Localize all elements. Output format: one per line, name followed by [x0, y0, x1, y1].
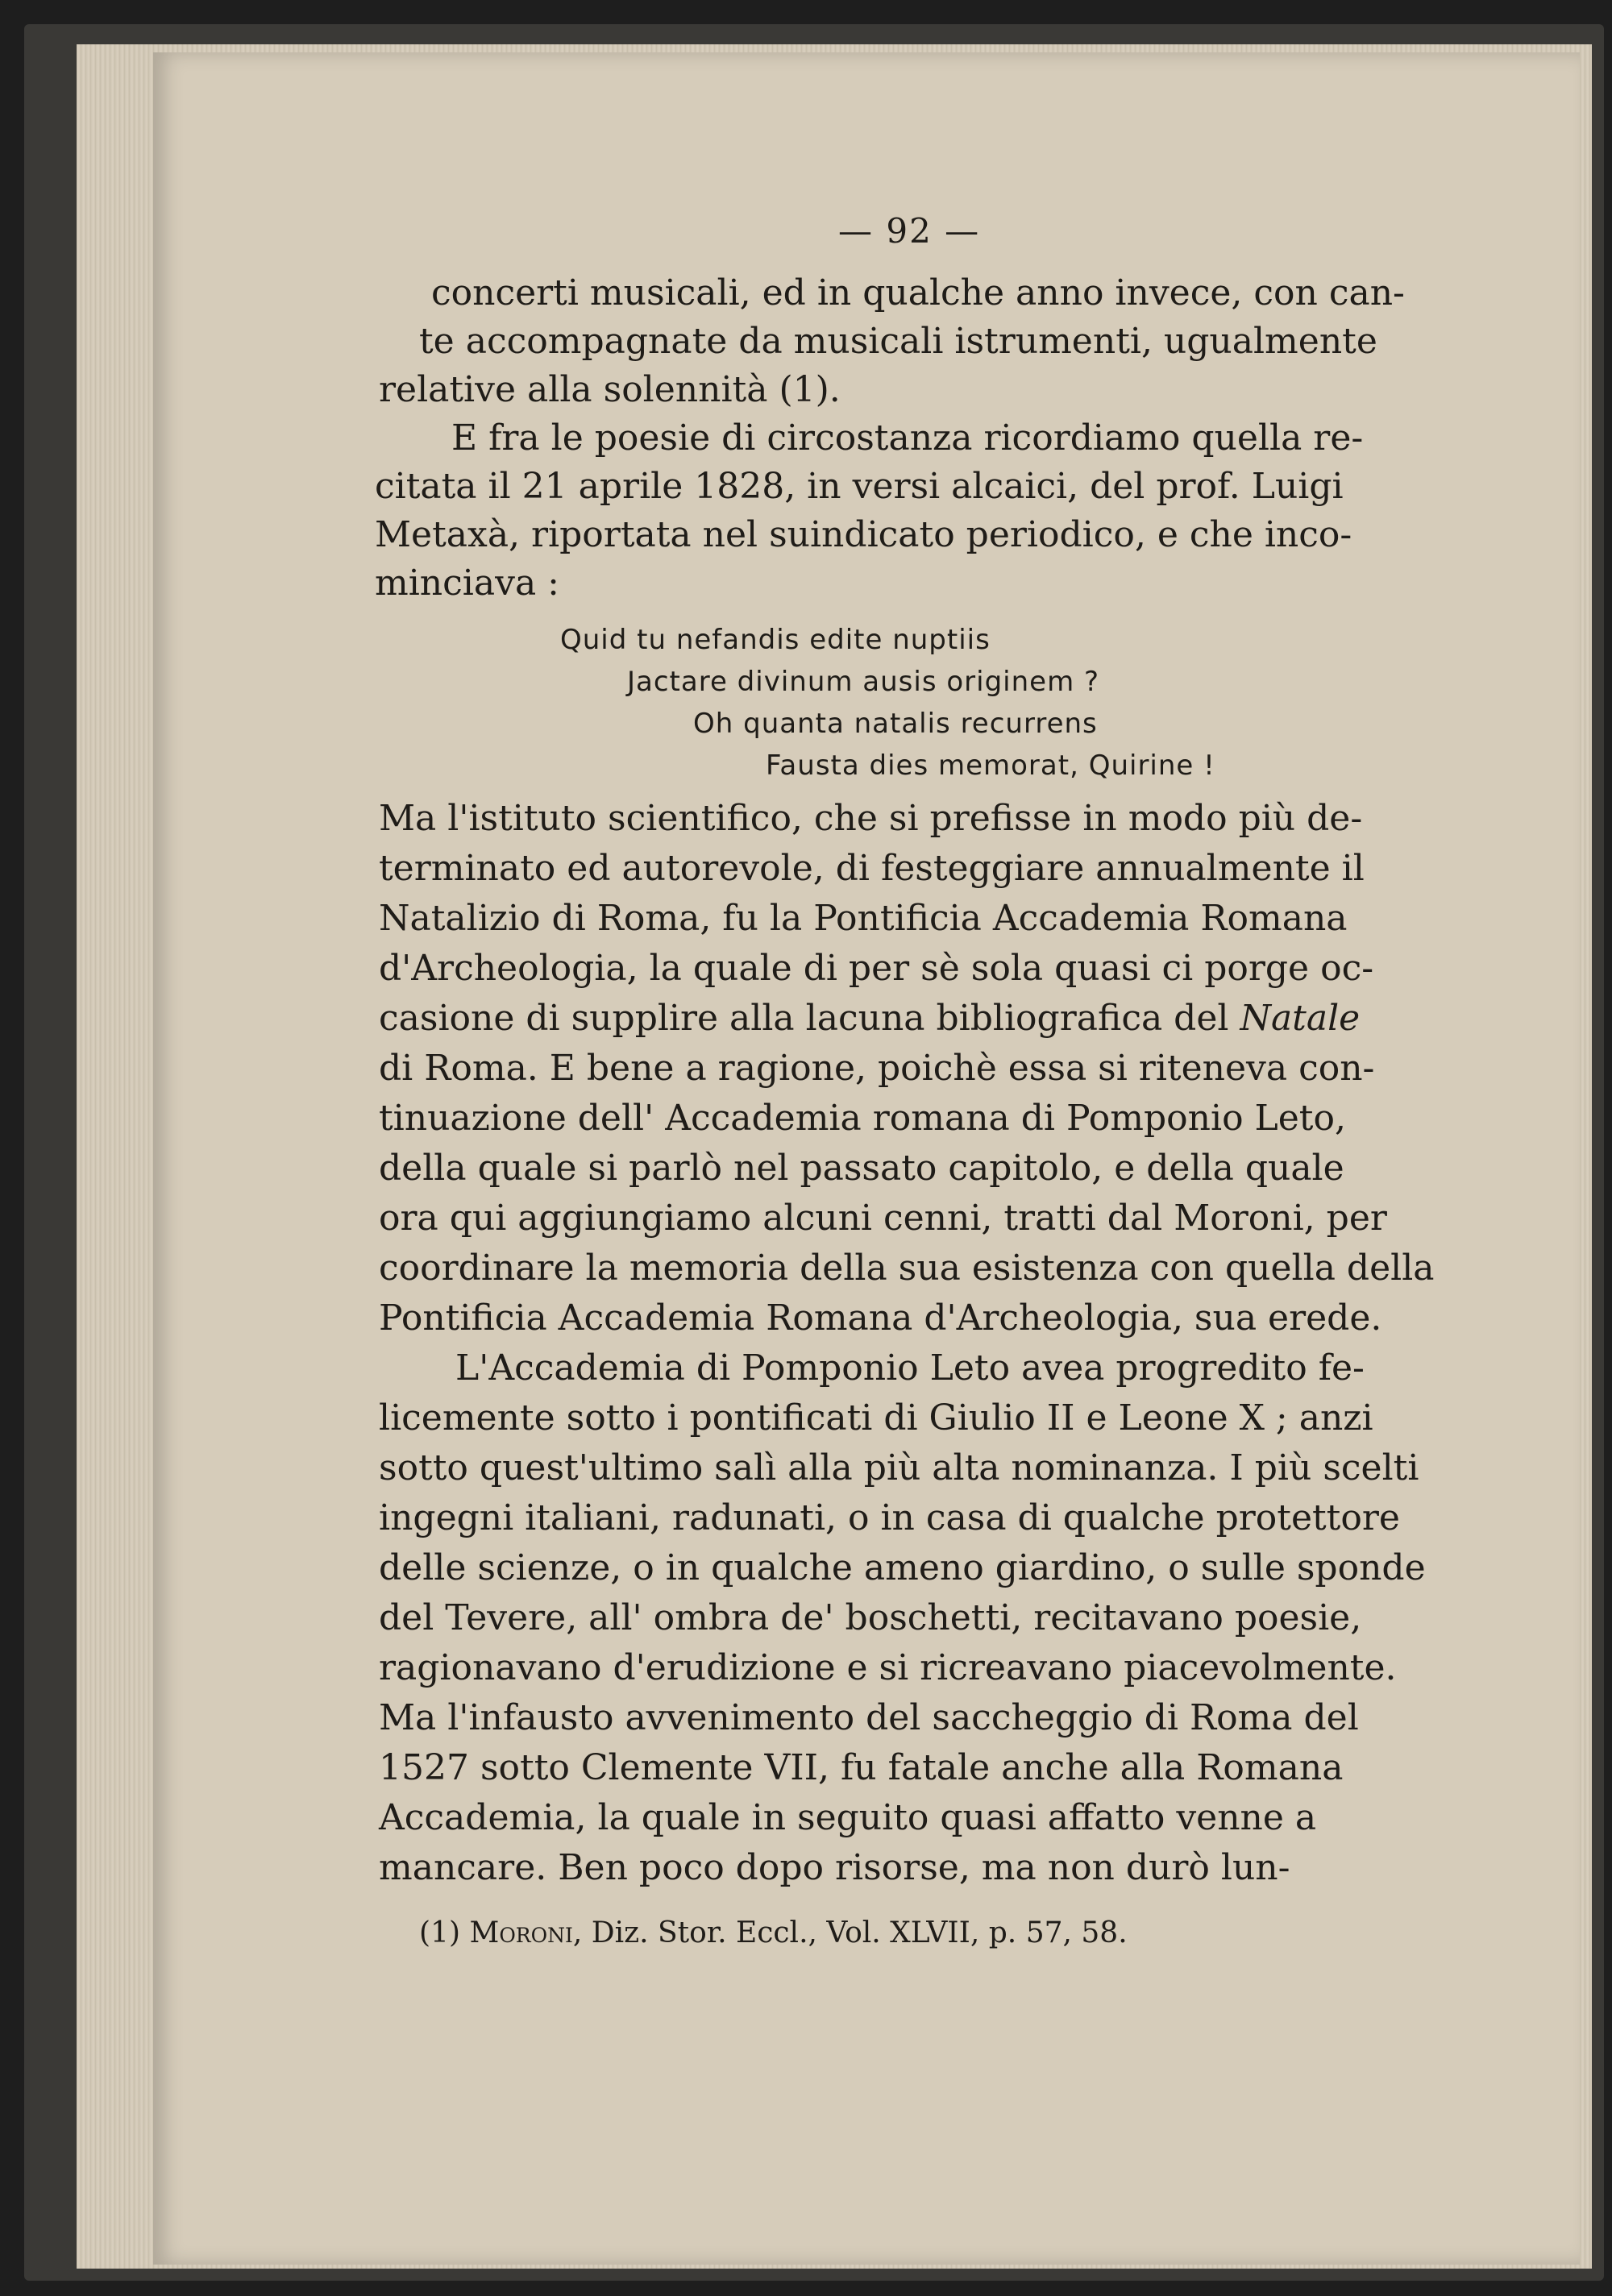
footnote: [419, 1916, 1128, 1949]
text-line: ragionavano d'erudizione e si ricreavano piacevolmente.: [379, 1647, 1397, 1688]
verse-line: Jactare divinum ausis originem ?: [627, 666, 1100, 698]
text-line-main: casione di supplire alla lacuna bibliografica del: [379, 998, 1229, 1039]
text-line: ora qui aggiungiamo alcuni cenni, tratti dal Moroni, per: [379, 1198, 1387, 1239]
text-line: della quale si parlò nel passato capitolo, e della quale: [379, 1148, 1344, 1189]
text-line: te accompagnate da musicali istrumenti, ugualmente: [419, 321, 1377, 362]
text-line: terminato ed autorevole, di festeggiare annualmente il: [379, 848, 1365, 889]
text-line: citata il 21 aprile 1828, in versi alcaici, del prof. Luigi: [375, 466, 1344, 507]
italic-title: Natale: [1240, 998, 1361, 1039]
verse-line: Oh quanta natalis recurrens: [693, 708, 1098, 740]
page-number: — 92 —: [838, 211, 981, 251]
text-line: delle scienze, o in qualche ameno giardino, o sulle sponde: [379, 1547, 1426, 1588]
text-line: Metaxà, riportata nel suindicato periodico, e che inco-: [375, 514, 1352, 555]
text-line: ingegni italiani, radunati, o in casa di qualche protettore: [379, 1497, 1400, 1538]
text-line: Natalizio di Roma, fu la Pontificia Accademia Romana: [379, 898, 1348, 939]
text-line: licemente sotto i pontificati di Giulio II e Leone X ; anzi: [379, 1397, 1373, 1439]
text-line: del Tevere, all' ombra de' boschetti, recitavano poesie,: [379, 1597, 1362, 1638]
text-line: 1527 sotto Clemente VII, fu fatale anche alla Romana: [379, 1747, 1344, 1788]
text-line: Accademia, la quale in seguito quasi affatto venne a: [379, 1797, 1317, 1838]
text-line: relative alla solennità (1).: [379, 369, 841, 410]
verse-line: Fausta dies memorat, Quirine !: [766, 749, 1215, 782]
text-line: concerti musicali, ed in qualche anno invece, con can-: [431, 272, 1405, 313]
text-line: Pontificia Accademia Romana d'Archeologia, sua erede.: [379, 1297, 1382, 1339]
footnote-marker: (1): [419, 1916, 460, 1949]
text-line: Ma l'infausto avvenimento del saccheggio di Roma del: [379, 1697, 1359, 1738]
text-line: tinuazione dell' Accademia romana di Pomponio Leto,: [379, 1098, 1346, 1139]
text-line: [379, 998, 1360, 1039]
text-line: d'Archeologia, la quale di per sè sola quasi ci porge oc-: [379, 948, 1374, 989]
footnote-author: Moroni: [469, 1916, 573, 1949]
text-line: E fra le poesie di circostanza ricordiamo quella re-: [451, 417, 1364, 459]
footnote-citation: , Diz. Stor. Eccl., Vol. XLVII, p. 57, 58.: [572, 1916, 1128, 1949]
text-line: L'Accademia di Pomponio Leto avea progredito fe-: [455, 1347, 1365, 1389]
text-line: mancare. Ben poco dopo risorse, ma non durò lun-: [379, 1847, 1290, 1888]
text-line: di Roma. E bene a ragione, poichè essa si riteneva con-: [379, 1048, 1375, 1089]
text-line: coordinare la memoria della sua esistenza con quella della: [379, 1248, 1435, 1289]
text-line: Ma l'istituto scientifico, che si prefisse in modo più de-: [379, 798, 1363, 839]
verse-line: Quid tu nefandis edite nuptiis: [560, 624, 991, 656]
text-line: minciava :: [375, 563, 559, 604]
text-line: sotto quest'ultimo salì alla più alta nominanza. I più scelti: [379, 1447, 1419, 1488]
